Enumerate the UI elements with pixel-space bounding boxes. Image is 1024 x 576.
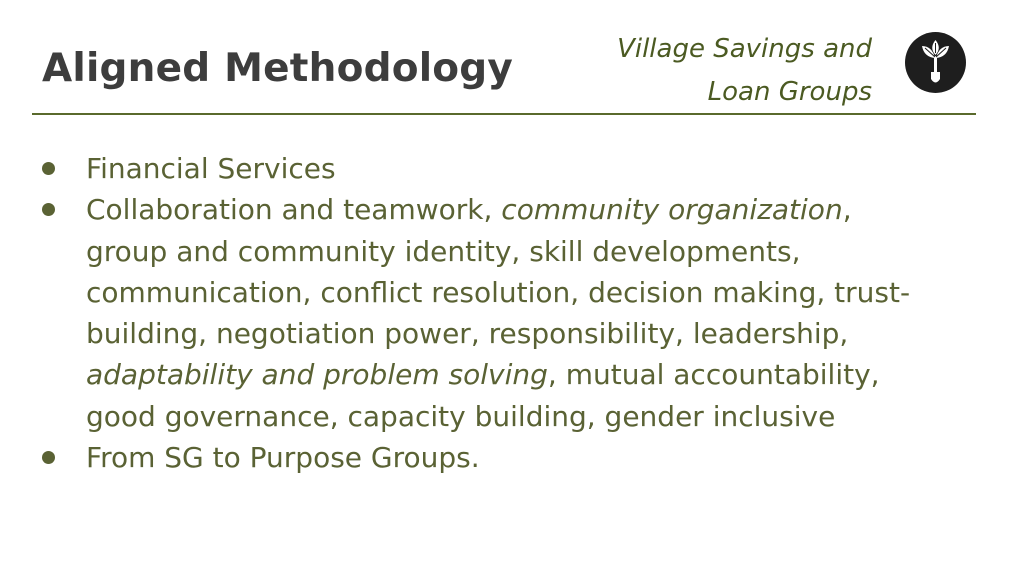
- bullet-text: Collaboration and teamwork,: [86, 193, 502, 227]
- slide-subtitle: [617, 28, 872, 114]
- bullet-text: , group and community identity, skill developments, communication, conflict resolution, decision making, trust-building, negotiation power, responsibility, leadership,: [86, 193, 911, 351]
- slide-title: Aligned Methodology: [42, 46, 514, 91]
- sprout-shovel-icon: [905, 32, 966, 93]
- subtitle-line-2: Loan Groups: [707, 77, 872, 107]
- bullet-dot: [42, 203, 55, 216]
- bullet-item: [40, 437, 940, 478]
- bullet-list: [40, 148, 940, 478]
- bullet-dot: [42, 162, 55, 175]
- bullet-text-italic: community organization: [501, 193, 843, 227]
- bullet-text-italic: adaptability and problem solving: [86, 358, 548, 392]
- bullet-item: [40, 189, 940, 437]
- bullet-text: , mutual accountability, good governance, capacity building, gender inclusive: [86, 358, 880, 433]
- bullet-item: [40, 148, 940, 189]
- subtitle-line-1: Village Savings and: [617, 34, 872, 64]
- bullet-text: From SG to Purpose Groups.: [86, 441, 480, 475]
- bullet-text: Financial Services: [86, 152, 336, 185]
- header-divider: [32, 113, 976, 115]
- bullet-dot: [42, 451, 55, 464]
